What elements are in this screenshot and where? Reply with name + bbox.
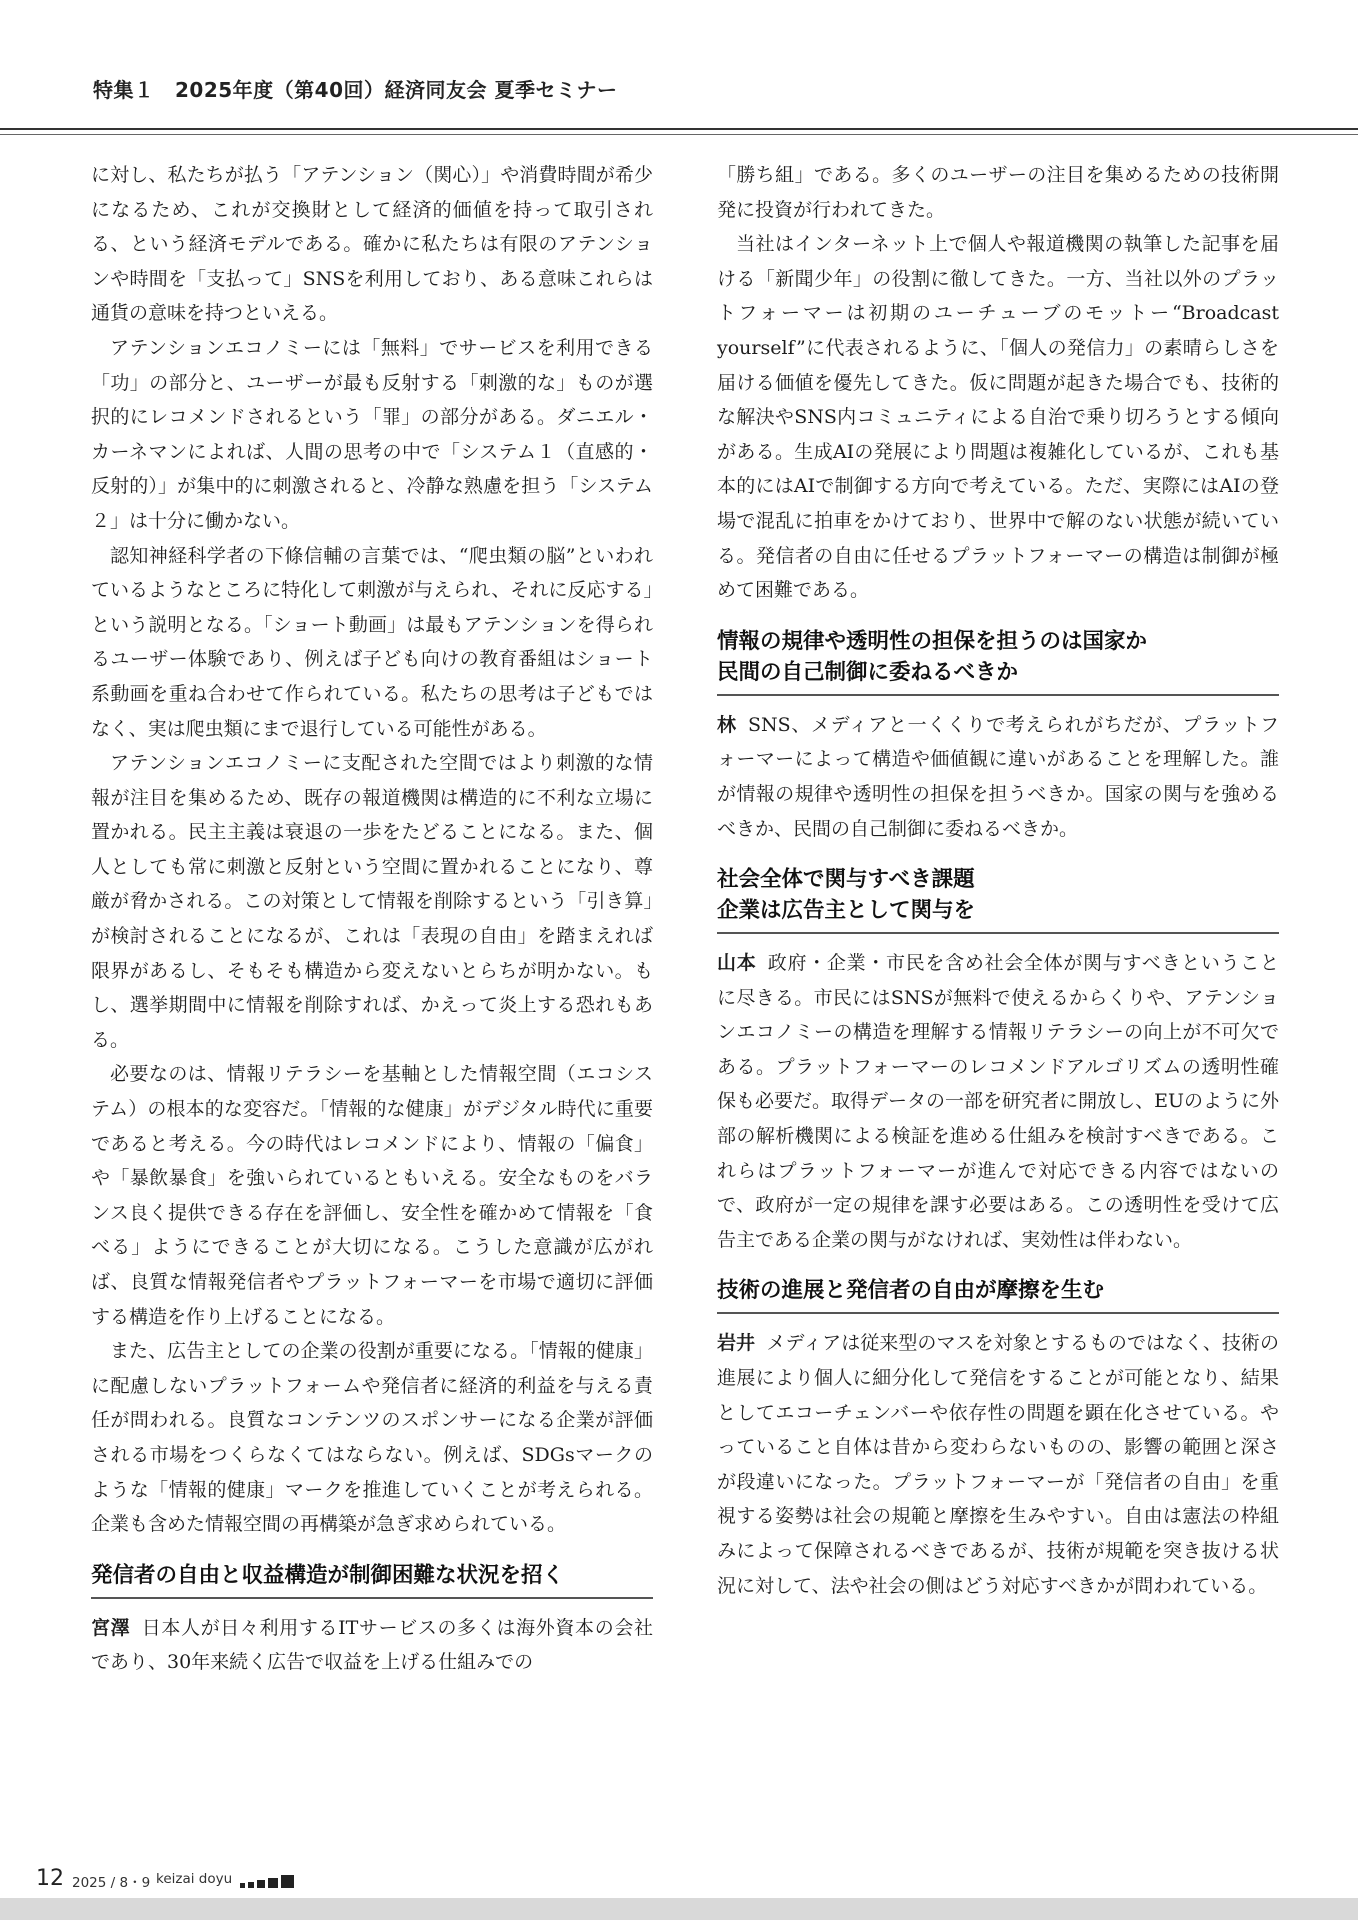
body-paragraph: に対し、私たちが払う「アテンション（関心）」や消費時間が希少になるため、これが交換財として経済的価値を持って取引される、という経済モデルである。確かに私たちは有限のアテンションや時間を「支払って」SNSを利用しており、ある意味これらは通貨の意味を持つといえる。 — [91, 164, 653, 325]
speaker-name: 岩井 — [717, 1332, 756, 1355]
section-heading-line: 社会全体で関与すべき課題 — [717, 867, 975, 893]
block-mark — [257, 1880, 265, 1888]
speaker-name: 宮澤 — [91, 1616, 131, 1639]
section-heading — [717, 1275, 1279, 1314]
speaker-paragraph — [717, 708, 1279, 846]
header-rule-thin — [0, 134, 1358, 135]
speaker-paragraph — [91, 1611, 653, 1680]
section-heading: 発信者の自由と収益構造が制御困難な状況を招く — [91, 1560, 653, 1599]
speaker-name: 山本 — [717, 952, 757, 975]
section-heading-line: 民間の自己制御に委ねるべきか — [717, 659, 1019, 685]
speaker-paragraph — [717, 1326, 1279, 1603]
body-paragraph: 認知神経科学者の下條信輔の言葉では、“爬虫類の脳”といわれているようなところに特化して刺激が与えられ、それに反応する」という説明となる。「ショート動画」は最もアテンションを得られるユーザー体験であり、例えば子ども向けの教育番組はショート系動画を重ね合わせて作られている。私たちの思考は子どもではなく、実は爬虫類にまで退行している可能性がある。 — [91, 544, 653, 740]
section-heading — [717, 864, 1279, 934]
block-mark — [248, 1882, 254, 1888]
speaker-paragraph — [717, 946, 1279, 1257]
section-heading-line: 技術の進展と発信者の自由が摩擦を生む — [717, 1278, 1105, 1304]
body-paragraph: 当社はインターネット上で個人や報道機関の執筆した記事を届ける「新聞少年」の役割に徹してきた。一方、当社以外のプラットフォーマーは初期のユーチューブのモットー“Broadcast yourself”に代表されるように、「個人の発信力」の素晴らしさを届ける価値を優先してきた。仮に問題が起きた場合でも、技術的な解決やSNS内コミュニティによる自治で乗り切ろうとする傾向がある。生成AIの発展により問題は複雑化しているが、これも基本的にはAIで制御する方向で考えている。ただ、実際にはAIの登場で混乱に拍車をかけており、世界中で解のない状態が続いている。発信者の自由に任せるプラットフォーマーの構造は制御が極めて困難である。 — [717, 233, 1279, 602]
body-paragraph: アテンションエコノミーに支配された空間ではより刺激的な情報が注目を集めるため、既存の報道機関は構造的に不利な立場に置かれる。民主主義は衰退の一歩をたどることになる。また、個人としても常に刺激と反射という空間に置かれることになり、尊厳が脅かされる。この対策として情報を削除するという「引き算」が検討されることになるが、これは「表現の自由」を踏まえれば限界があるし、そもそも構造から変えないとらちが明かない。もし、選挙期間中に情報を削除すれば、かえって炎上する恐れもある。 — [91, 752, 653, 1051]
magazine-name: keizai doyu — [156, 1871, 233, 1887]
page-number: 12 — [36, 1866, 64, 1891]
body-paragraph: 「勝ち組」である。多くのユーザーの注目を集めるための技術開発に投資が行われてきた。 — [717, 164, 1279, 221]
left-column — [91, 158, 653, 1680]
section-heading-line: 企業は広告主として関与を — [717, 898, 976, 924]
block-mark — [240, 1883, 245, 1888]
speaker-text: 日本人が日々利用するITサービスの多くは海外資本の会社であり、30年来続く広告で収益を上げる仕組みでの — [91, 1616, 653, 1674]
speaker-text: メディアは従来型のマスを対象とするものではなく、技術の進展により個人に細分化して発信をすることが可能となり、結果としてエコーチェンバーや依存性の問題を顕在化させている。やっていること自体は昔から変わらないものの、影響の範囲と深さが段違いになった。プラットフォーマーが「発信者の自由」を重視する姿勢は社会の規範と摩擦を生みやすい。自由は憲法の枠組みによって保障されるべきであるが、技術が規範を突き抜ける状況に対して、法や社会の側はどう対応すべきかが問われている。 — [717, 1332, 1279, 1597]
speaker-name: 林 — [717, 713, 737, 736]
body-paragraph: アテンションエコノミーには「無料」でサービスを利用できる「功」の部分と、ユーザーが最も反射する「刺激的な」ものが選択的にレコメンドされるという「罪」の部分がある。ダニエル・カーネマンによれば、人間の思考の中で「システム１（直感的・反射的）」が集中的に刺激されると、冷静な熟慮を担う「システム２」は十分に働かない。 — [91, 336, 653, 532]
body-paragraph: また、広告主としての企業の役割が重要になる。「情報的健康」に配慮しないプラットフォームや発信者に経済的利益を与える責任が問われる。良質なコンテンツのスポンサーになる企業が評価される市場をつくらなくてはならない。例えば、SDGsマークのような「情報的健康」マークを推進していくことが考えられる。企業も含めた情報空間の再構築が急ぎ求められている。 — [91, 1340, 653, 1536]
right-column — [717, 158, 1279, 1603]
feature-title: 特集１ 2025年度（第40回）経済同友会 夏季セミナー — [93, 78, 618, 102]
section-heading — [717, 626, 1279, 696]
body-paragraph: 必要なのは、情報リテラシーを基軸とした情報空間（エコシステム）の根本的な変容だ。「情報的な健康」がデジタル時代に重要であると考える。今の時代はレコメンドにより、情報の「偏食」や「暴飲暴食」を強いられているともいえる。安全なものをバランス良く提供できる存在を評価し、安全性を確かめて情報を「食べる」ようにできることが大切になる。こうした意識が広がれば、良質な情報発信者やプラットフォーマーを市場で適切に評価する構造を作り上げることになる。 — [91, 1063, 653, 1328]
decorative-blocks — [240, 1875, 294, 1888]
speaker-text: SNS、メディアと一くくりで考えられがちだが、プラットフォーマーによって構造や価値観に違いがあることを理解した。誰が情報の規律や透明性の担保を担うべきか。国家の関与を強めるべきか、民間の自己制御に委ねるべきか。 — [717, 713, 1279, 840]
issue-date: 2025 / 8・9 — [72, 1875, 151, 1891]
block-mark — [268, 1878, 278, 1888]
page-header — [0, 0, 1358, 140]
page-footer — [0, 1860, 1358, 1920]
speaker-text: 政府・企業・市民を含め社会全体が関与すべきということに尽きる。市民にはSNSが無料で使えるからくりや、アテンションエコノミーの構造を理解する情報リテラシーの向上が不可欠である。プラットフォーマーのレコメンドアルゴリズムの透明性確保も必要だ。取得データの一部を研究者に開放し、EUのように外部の解析機関による検証を進める仕組みを検討すべきである。これらはプラットフォーマーが進んで対応できる内容ではないので、政府が一定の規律を課す必要はある。この透明性を受けて広告主である企業の関与がなければ、実効性は伴わない。 — [717, 952, 1279, 1251]
header-rule — [0, 128, 1358, 130]
footer-band — [0, 1898, 1358, 1920]
section-heading-line: 情報の規律や透明性の担保を担うのは国家か — [717, 628, 1148, 654]
block-mark — [281, 1875, 294, 1888]
